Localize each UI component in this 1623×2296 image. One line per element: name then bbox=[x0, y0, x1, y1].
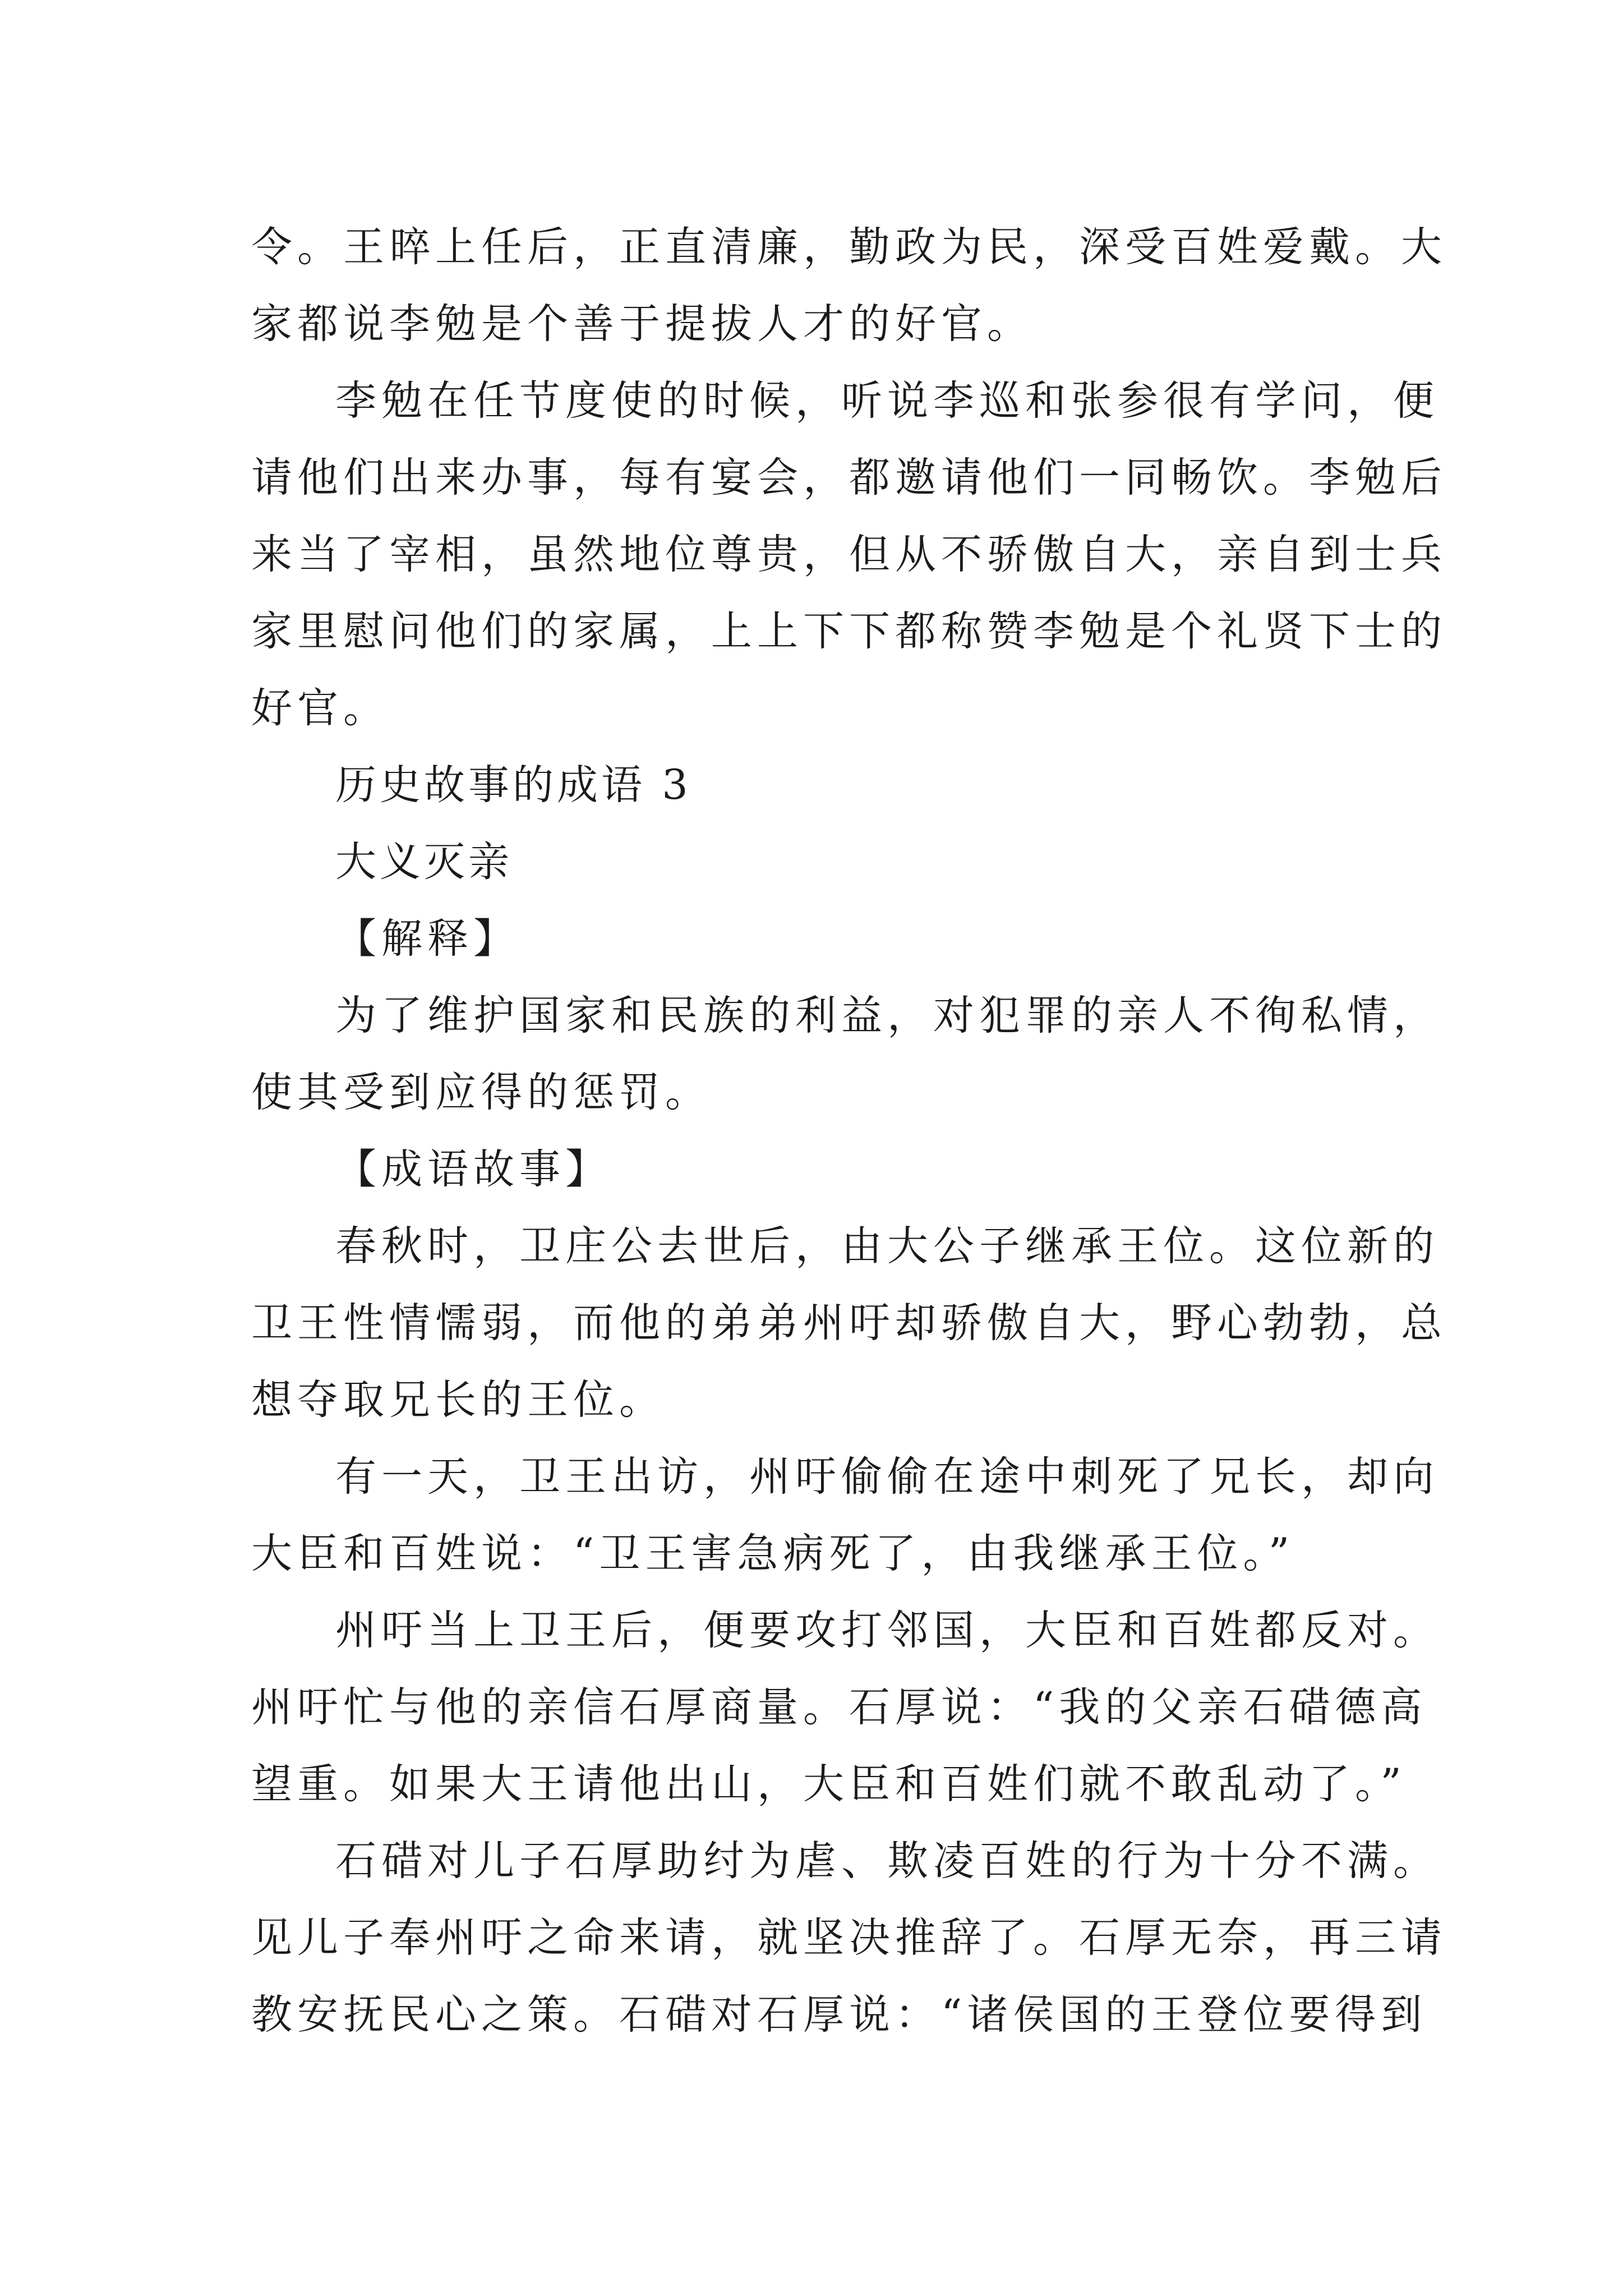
paragraph-line: 春秋时，卫庄公去世后，由大公子继承王位。这位新的 bbox=[335, 1222, 1439, 1270]
paragraph-line: 请他们出来办事，每有宴会，都邀请他们一同畅饮。李勉后 bbox=[251, 454, 1447, 501]
paragraph-line: 家都说李勉是个善于提拔人才的好官。 bbox=[251, 300, 1033, 348]
paragraph-line: 使其受到应得的惩罚。 bbox=[251, 1069, 711, 1116]
paragraph-line: 教安抚民心之策。石碏对石厚说：“诸侯国的王登位要得到 bbox=[251, 1991, 1427, 2039]
paragraph-line: 望重。如果大王请他出山，大臣和百姓们就不敢乱动了。” bbox=[251, 1760, 1407, 1808]
paragraph-line: 卫王性情懦弱，而他的弟弟州吁却骄傲自大，野心勃勃，总 bbox=[251, 1299, 1447, 1347]
paragraph-line: 为了维护国家和民族的利益，对犯罪的亲人不徇私情， bbox=[335, 992, 1439, 1039]
explanation-heading: 【解释】 bbox=[335, 915, 519, 963]
paragraph-line: 令。王晬上任后，正直清廉，勤政为民，深受百姓爱戴。大 bbox=[251, 223, 1447, 271]
paragraph-line: 州吁忙与他的亲信石厚商量。石厚说：“我的父亲石碏德高 bbox=[251, 1683, 1427, 1731]
paragraph-line: 大臣和百姓说：“卫王害急病死了，由我继承王位。” bbox=[251, 1530, 1295, 1577]
paragraph-line: 有一天，卫王出访，州吁偷偷在途中刺死了兄长，却向 bbox=[335, 1453, 1439, 1501]
paragraph-line: 想夺取兄长的王位。 bbox=[251, 1376, 665, 1424]
document-body bbox=[251, 209, 1447, 2053]
paragraph-line: 石碏对儿子石厚助纣为虐、欺凌百姓的行为十分不满。 bbox=[335, 1837, 1439, 1885]
paragraph-line: 好官。 bbox=[251, 684, 389, 732]
paragraph-line: 家里慰问他们的家属，上上下下都称赞李勉是个礼贤下士的 bbox=[251, 608, 1447, 655]
section-title: 历史故事的成语 3 bbox=[335, 761, 691, 809]
paragraph-line: 见儿子奉州吁之命来请，就坚决推辞了。石厚无奈，再三请 bbox=[251, 1914, 1447, 1962]
paragraph-line: 李勉在任节度使的时候，听说李巡和张参很有学问，便 bbox=[335, 377, 1439, 425]
paragraph-line: 来当了宰相，虽然地位尊贵，但从不骄傲自大，亲自到士兵 bbox=[251, 531, 1447, 578]
idiom-title: 大义灭亲 bbox=[335, 838, 513, 886]
paragraph-line: 州吁当上卫王后，便要攻打邻国，大臣和百姓都反对。 bbox=[335, 1607, 1439, 1654]
story-heading: 【成语故事】 bbox=[335, 1145, 611, 1193]
